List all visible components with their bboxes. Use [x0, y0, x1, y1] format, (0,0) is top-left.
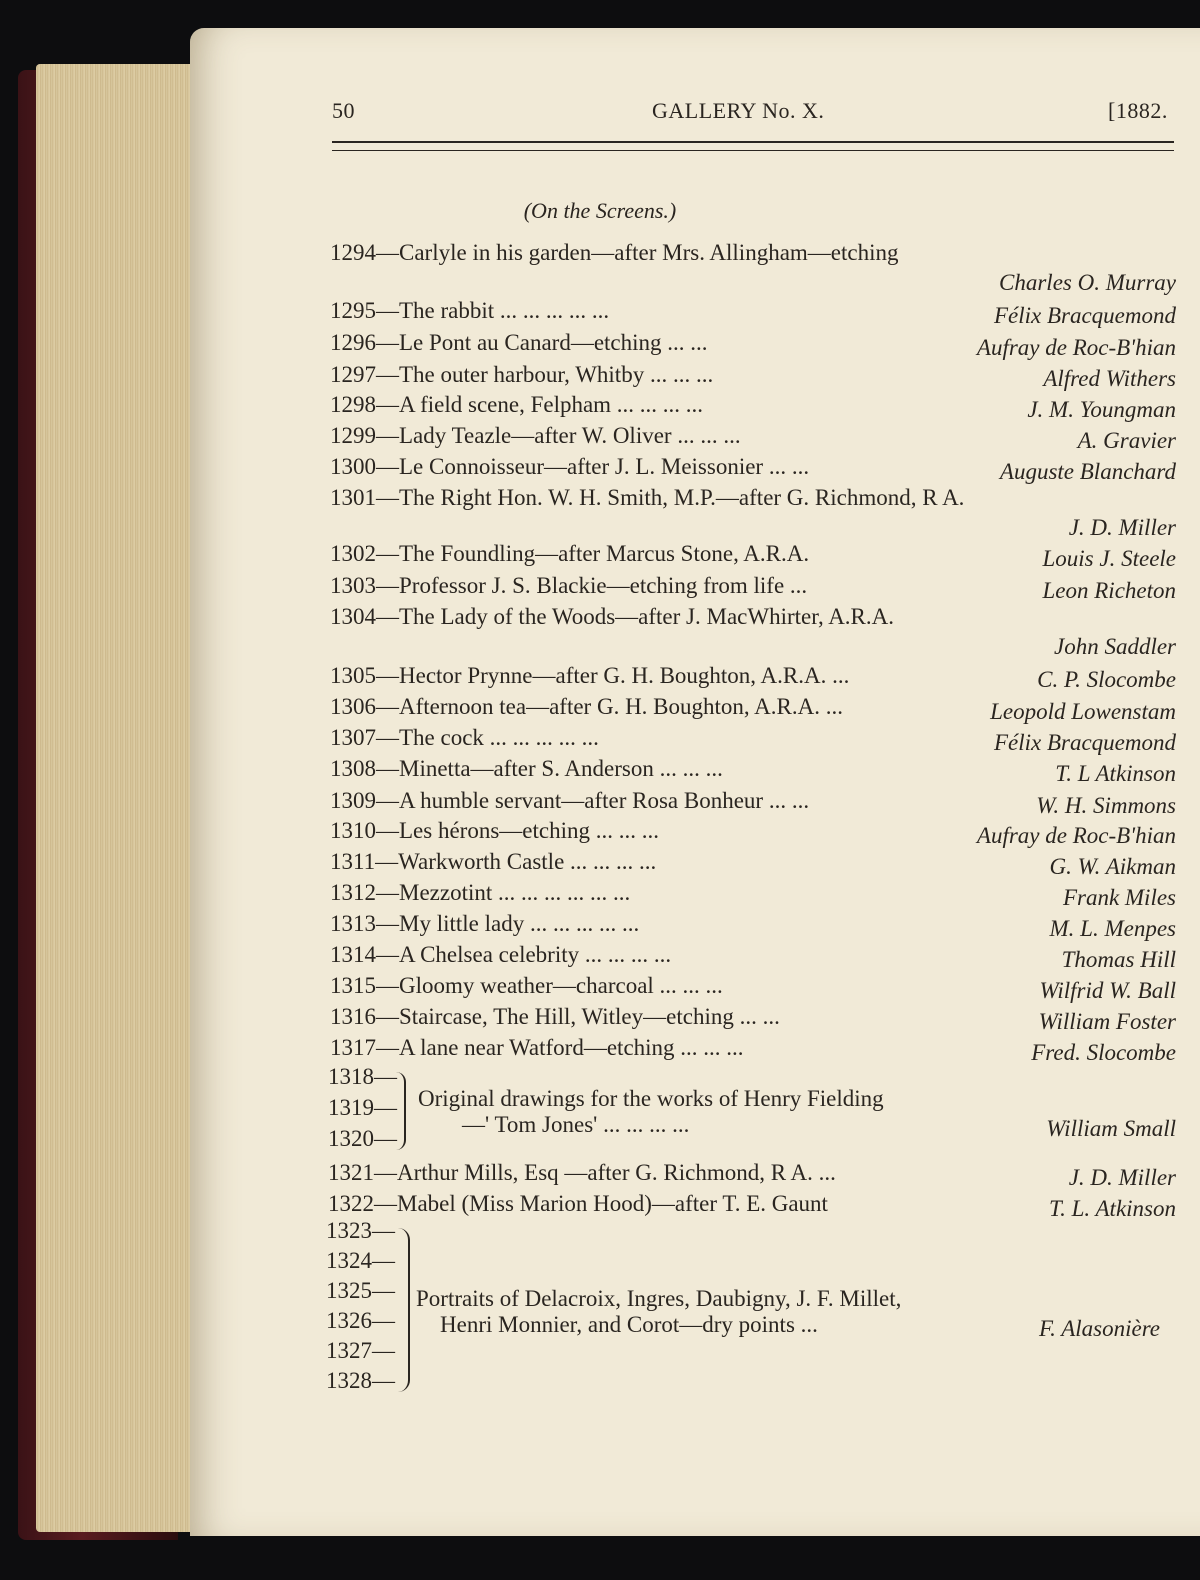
entry-artist: John Saddler [1053, 634, 1176, 659]
entry-artist: F. Alasonière [1039, 1316, 1160, 1341]
entry-text: 1317—A lane near Watford—etching ... ... ... [330, 1035, 744, 1060]
entry-artist: Charles O. Murray [999, 270, 1176, 295]
entry-text: 1308—Minetta—after S. Anderson ... ... ... [330, 756, 723, 781]
group-number: 1324— [326, 1248, 395, 1273]
entry-artist: Alfred Withers [1043, 366, 1176, 391]
entry-artist: Thomas Hill [1061, 947, 1176, 972]
section-subtitle: (On the Screens.) [523, 198, 677, 223]
entry-text: 1301—The Right Hon. W. H. Smith, M.P.—after G. Richmond, R A. [330, 485, 965, 510]
group-number: 1326— [326, 1308, 395, 1333]
entry-text: 1305—Hector Prynne—after G. H. Boughton, A.R.A. ... [330, 663, 850, 688]
page-edges [36, 64, 206, 1532]
entry-text: 1294—Carlyle in his garden—after Mrs. Allingham—etching [330, 240, 899, 265]
entry-text: 1303—Professor J. S. Blackie—etching from life ... [330, 573, 808, 598]
group-number: 1327— [326, 1338, 395, 1363]
entry-text: 1297—The outer harbour, Whitby ... ... ... [330, 362, 714, 387]
entry-text: 1296—Le Pont au Canard—etching ... ... [330, 330, 708, 355]
entry-text: 1311—Warkworth Castle ... ... ... ... [330, 849, 657, 874]
entry-text: 1316—Staircase, The Hill, Witley—etching ... ... [330, 1004, 780, 1029]
entry-text: 1295—The rabbit ... ... ... ... ... [330, 298, 610, 323]
entry-text: 1322—Mabel (Miss Marion Hood)—after T. E. Gaunt [328, 1191, 828, 1216]
header-rule [332, 141, 1174, 143]
group-description-cont: Henri Monnier, and Corot—dry points ... [440, 1312, 818, 1337]
entry-text: 1307—The cock ... ... ... ... ... [330, 725, 599, 750]
entry-artist: G. W. Aikman [1049, 854, 1176, 879]
entry-artist: J. D. Miller [1068, 515, 1176, 540]
entry-artist: Aufray de Roc-B'hian [976, 823, 1176, 848]
entry-text: 1321—Arthur Mills, Esq —after G. Richmond, R A. ... [328, 1160, 836, 1185]
group-brace [396, 1072, 406, 1150]
entry-artist: Frank Miles [1062, 885, 1176, 910]
entry-text: 1313—My little lady ... ... ... ... ... [330, 911, 640, 936]
entry-artist: A. Gravier [1077, 428, 1176, 453]
entry-artist: Wilfrid W. Ball [1039, 978, 1176, 1003]
entry-artist: William Foster [1038, 1009, 1176, 1034]
entry-artist: Fred. Slocombe [1031, 1040, 1176, 1065]
entry-artist: T. L. Atkinson [1049, 1196, 1176, 1221]
entry-text: 1310—Les hérons—etching ... ... ... [330, 818, 659, 843]
entry-artist: W. H. Simmons [1036, 793, 1176, 818]
entry-artist: Leon Richeton [1042, 578, 1176, 603]
page-title: GALLERY No. X. [652, 98, 825, 123]
group-description-cont: —' Tom Jones' ... ... ... ... [462, 1112, 690, 1137]
entry-artist: Louis J. Steele [1042, 546, 1176, 571]
entry-artist: Auguste Blanchard [999, 459, 1176, 484]
header-rule-thin [332, 150, 1174, 151]
entry-artist: Aufray de Roc-B'hian [976, 335, 1176, 360]
group-number: 1323— [326, 1218, 395, 1243]
entry-text: 1298—A field scene, Felpham ... ... ... ... [330, 392, 704, 417]
page-number: 50 [332, 98, 355, 123]
entry-artist: C. P. Slocombe [1037, 667, 1176, 692]
entry-artist: J. D. Miller [1068, 1165, 1176, 1190]
group-number: 1318— [328, 1064, 397, 1089]
entry-artist: Félix Bracquemond [993, 303, 1176, 328]
page-year: [1882. [1108, 98, 1168, 123]
entry-artist: T. L Atkinson [1055, 761, 1176, 786]
entry-text: 1302—The Foundling—after Marcus Stone, A.R.A. [330, 541, 810, 566]
entry-artist: Félix Bracquemond [993, 730, 1176, 755]
entry-text: 1309—A humble servant—after Rosa Bonheur ... ... [330, 788, 810, 813]
entry-text: 1312—Mezzotint ... ... ... ... ... ... [330, 880, 631, 905]
group-brace [398, 1228, 410, 1392]
entry-text: 1315—Gloomy weather—charcoal ... ... ... [330, 973, 723, 998]
group-description: Original drawings for the works of Henry Fielding [418, 1086, 884, 1111]
group-description: Portraits of Delacroix, Ingres, Daubigny, J. F. Millet, [416, 1286, 902, 1311]
entry-text: 1304—The Lady of the Woods—after J. MacWhirter, A.R.A. [330, 604, 895, 629]
entry-artist: M. L. Menpes [1049, 916, 1176, 941]
group-number: 1328— [326, 1368, 395, 1393]
entry-artist: William Small [1046, 1116, 1176, 1141]
entry-text: 1300—Le Connoisseur—after J. L. Meissonier ... ... [330, 454, 810, 479]
entry-text: 1314—A Chelsea celebrity ... ... ... ... [330, 942, 672, 967]
entry-artist: Leopold Lowenstam [990, 699, 1176, 724]
entry-text: 1299—Lady Teazle—after W. Oliver ... ... ... [330, 423, 741, 448]
group-number: 1319— [328, 1095, 397, 1120]
entry-text: 1306—Afternoon tea—after G. H. Boughton, A.R.A. ... [330, 694, 843, 719]
group-number: 1325— [326, 1278, 395, 1303]
entry-artist: J. M. Youngman [1027, 397, 1176, 422]
group-number: 1320— [328, 1126, 397, 1151]
